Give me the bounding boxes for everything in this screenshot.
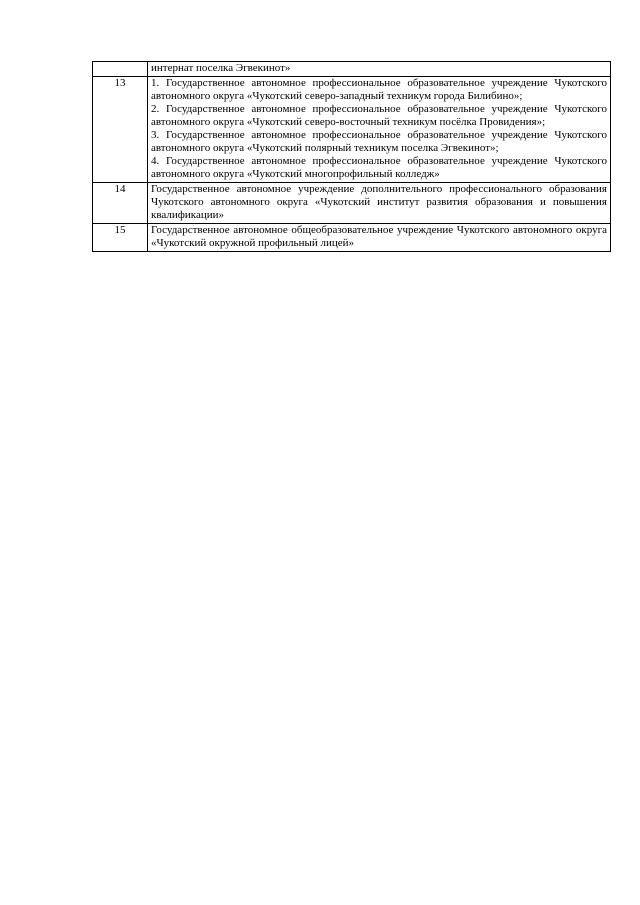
institutions-table [92, 61, 611, 252]
row-text [148, 224, 611, 252]
row-paragraph: Государственное автономное общеобразовательное учреждение Чукотского автономного округа «Чукотский окружной профильный лицей» [151, 224, 607, 249]
table-row [93, 224, 611, 252]
row-paragraph: интернат поселка Эгвекинот» [151, 62, 291, 74]
row-text [148, 77, 611, 183]
row-number [93, 62, 148, 77]
row-number: 13 [93, 77, 148, 183]
table-row [93, 62, 611, 77]
row-text [148, 62, 611, 77]
row-paragraph: 4. Государственное автономное профессиональное образовательное учреждение Чукотского автономного округа «Чукотский многопрофильный колледж» [151, 155, 607, 180]
row-paragraph: 2. Государственное автономное профессиональное образовательное учреждение Чукотского автономного округа «Чукотский северо-восточный техникум посёлка Провидения»; [151, 103, 607, 128]
row-text [148, 183, 611, 224]
row-paragraph: 1. Государственное автономное профессиональное образовательное учреждение Чукотского автономного округа «Чукотский северо-западный техникум города Билибино»; [151, 77, 607, 102]
row-paragraph: 3. Государственное автономное профессиональное образовательное учреждение Чукотского автономного округа «Чукотский полярный техникум поселка Эгвекинот»; [151, 129, 607, 154]
row-paragraph: Государственное автономное учреждение дополнительного профессионального образования Чукотского автономного округа «Чукотский институт развития образования и повышения квалификации» [151, 183, 607, 221]
table-row [93, 77, 611, 183]
row-number: 14 [93, 183, 148, 224]
row-number: 15 [93, 224, 148, 252]
table-row [93, 183, 611, 224]
